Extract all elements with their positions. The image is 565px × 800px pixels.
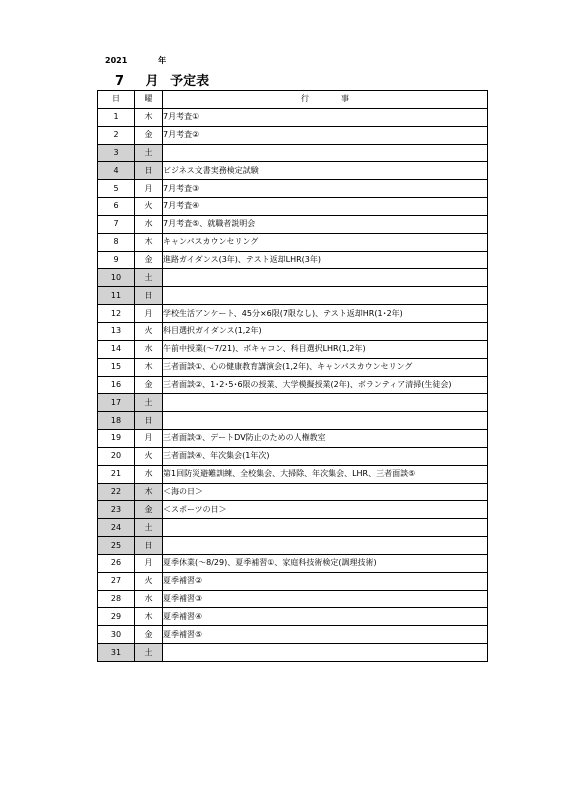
weekday-cell: 火	[135, 447, 163, 465]
table-row	[98, 162, 488, 180]
table-row	[98, 501, 488, 519]
table-row	[98, 430, 488, 448]
weekday-cell: 水	[135, 465, 163, 483]
table-row	[98, 554, 488, 572]
day-cell: 10	[98, 269, 135, 287]
day-cell: 30	[98, 626, 135, 644]
table-row	[98, 644, 488, 662]
page-title	[115, 70, 209, 89]
table-row	[98, 126, 488, 144]
table-row	[98, 465, 488, 483]
table-row	[98, 305, 488, 323]
event-cell	[163, 644, 488, 662]
event-cell: 午前中授業(～7/21)、ボキャコン、科目選択LHR(1,2年)	[163, 340, 488, 358]
weekday-cell: 火	[135, 322, 163, 340]
table-row	[98, 108, 488, 126]
weekday-cell: 金	[135, 501, 163, 519]
day-cell: 28	[98, 590, 135, 608]
table-row	[98, 322, 488, 340]
event-cell: 夏季補習⑤	[163, 626, 488, 644]
weekday-cell: 月	[135, 180, 163, 198]
day-cell: 15	[98, 358, 135, 376]
event-cell	[163, 412, 488, 430]
weekday-cell: 水	[135, 215, 163, 233]
column-header-events-char2: 事	[341, 94, 349, 104]
day-cell: 9	[98, 251, 135, 269]
event-cell: ＜海の日＞	[163, 483, 488, 501]
event-cell: 第1回防災避難訓練、全校集会、大掃除、年次集会、LHR、三者面談⑤	[163, 465, 488, 483]
event-cell: ＜スポーツの日＞	[163, 501, 488, 519]
year-unit: 年	[158, 56, 167, 65]
event-cell: 進路ガイダンス(3年)、テスト返却LHR(3年)	[163, 251, 488, 269]
event-cell	[163, 269, 488, 287]
table-row	[98, 340, 488, 358]
weekday-cell: 月	[135, 305, 163, 323]
weekday-cell: 月	[135, 554, 163, 572]
weekday-cell: 日	[135, 537, 163, 555]
event-cell: 三者面談④、年次集会(1年次)	[163, 447, 488, 465]
day-cell: 26	[98, 554, 135, 572]
event-cell: 三者面談②、1･2･5･6限の授業、大学模擬授業(2年)、ボランティア清掃(生徒会)	[163, 376, 488, 394]
day-cell: 22	[98, 483, 135, 501]
event-cell: 夏季補習③	[163, 590, 488, 608]
weekday-cell: 日	[135, 412, 163, 430]
day-cell: 6	[98, 198, 135, 216]
schedule-body	[98, 108, 488, 661]
day-cell: 7	[98, 215, 135, 233]
weekday-cell: 土	[135, 394, 163, 412]
event-cell	[163, 537, 488, 555]
event-cell	[163, 144, 488, 162]
weekday-cell: 土	[135, 269, 163, 287]
table-row	[98, 198, 488, 216]
event-cell: 科目選択ガイダンス(1,2年)	[163, 322, 488, 340]
table-row	[98, 608, 488, 626]
event-cell: 7月考査④	[163, 198, 488, 216]
event-cell: ビジネス文書実務検定試験	[163, 162, 488, 180]
table-row	[98, 394, 488, 412]
table-row	[98, 519, 488, 537]
event-cell: 三者面談③、デートDV防止のための人権教室	[163, 430, 488, 448]
day-cell: 20	[98, 447, 135, 465]
table-row	[98, 233, 488, 251]
month-unit: 月	[145, 74, 159, 89]
event-cell: 夏季補習②	[163, 572, 488, 590]
weekday-cell: 金	[135, 126, 163, 144]
weekday-cell: 木	[135, 358, 163, 376]
day-cell: 14	[98, 340, 135, 358]
weekday-cell: 日	[135, 287, 163, 305]
event-cell: 7月考査⑤、就職者説明会	[163, 215, 488, 233]
event-cell: 7月考査③	[163, 180, 488, 198]
weekday-cell: 火	[135, 198, 163, 216]
event-cell: キャンパスカウンセリング	[163, 233, 488, 251]
weekday-cell: 木	[135, 608, 163, 626]
day-cell: 11	[98, 287, 135, 305]
table-row	[98, 572, 488, 590]
event-cell: 夏季休業(～8/29)、夏季補習①、家庭科技術検定(調理技術)	[163, 554, 488, 572]
event-cell: 三者面談①、心の健康教育講演会(1,2年)、キャンパスカウンセリング	[163, 358, 488, 376]
day-cell: 19	[98, 430, 135, 448]
weekday-cell: 日	[135, 162, 163, 180]
table-row	[98, 251, 488, 269]
event-cell: 7月考査①	[163, 108, 488, 126]
table-row	[98, 412, 488, 430]
weekday-cell: 金	[135, 376, 163, 394]
day-cell: 2	[98, 126, 135, 144]
column-header-events	[163, 91, 488, 109]
weekday-cell: 水	[135, 590, 163, 608]
column-header-weekday: 曜	[135, 91, 163, 109]
column-header-day: 日	[98, 91, 135, 109]
schedule-title: 予定表	[170, 74, 210, 89]
day-cell: 31	[98, 644, 135, 662]
weekday-cell: 木	[135, 483, 163, 501]
day-cell: 8	[98, 233, 135, 251]
table-row	[98, 215, 488, 233]
day-cell: 1	[98, 108, 135, 126]
day-cell: 21	[98, 465, 135, 483]
table-row	[98, 358, 488, 376]
table-row	[98, 287, 488, 305]
weekday-cell: 水	[135, 340, 163, 358]
day-cell: 16	[98, 376, 135, 394]
table-header-row	[98, 91, 488, 109]
event-cell	[163, 287, 488, 305]
table-row	[98, 144, 488, 162]
year-line	[105, 55, 166, 66]
event-cell: 7月考査②	[163, 126, 488, 144]
column-header-events-char1: 行	[301, 94, 309, 104]
day-cell: 5	[98, 180, 135, 198]
event-cell	[163, 394, 488, 412]
table-row	[98, 447, 488, 465]
month-value: 7	[115, 74, 125, 89]
schedule-table	[97, 90, 488, 662]
table-row	[98, 376, 488, 394]
day-cell: 18	[98, 412, 135, 430]
weekday-cell: 火	[135, 572, 163, 590]
event-cell	[163, 519, 488, 537]
table-row	[98, 626, 488, 644]
table-row	[98, 180, 488, 198]
weekday-cell: 土	[135, 144, 163, 162]
day-cell: 25	[98, 537, 135, 555]
day-cell: 24	[98, 519, 135, 537]
weekday-cell: 月	[135, 430, 163, 448]
day-cell: 12	[98, 305, 135, 323]
day-cell: 27	[98, 572, 135, 590]
table-row	[98, 483, 488, 501]
weekday-cell: 金	[135, 251, 163, 269]
day-cell: 17	[98, 394, 135, 412]
weekday-cell: 木	[135, 233, 163, 251]
table-row	[98, 269, 488, 287]
weekday-cell: 土	[135, 519, 163, 537]
day-cell: 13	[98, 322, 135, 340]
year-value: 2021	[105, 56, 128, 65]
day-cell: 3	[98, 144, 135, 162]
table-row	[98, 590, 488, 608]
day-cell: 23	[98, 501, 135, 519]
day-cell: 29	[98, 608, 135, 626]
day-cell: 4	[98, 162, 135, 180]
event-cell: 学校生活アンケート、45分×6限(7限なし)、テスト返却HR(1･2年)	[163, 305, 488, 323]
table-row	[98, 537, 488, 555]
weekday-cell: 土	[135, 644, 163, 662]
weekday-cell: 金	[135, 626, 163, 644]
weekday-cell: 木	[135, 108, 163, 126]
event-cell: 夏季補習④	[163, 608, 488, 626]
